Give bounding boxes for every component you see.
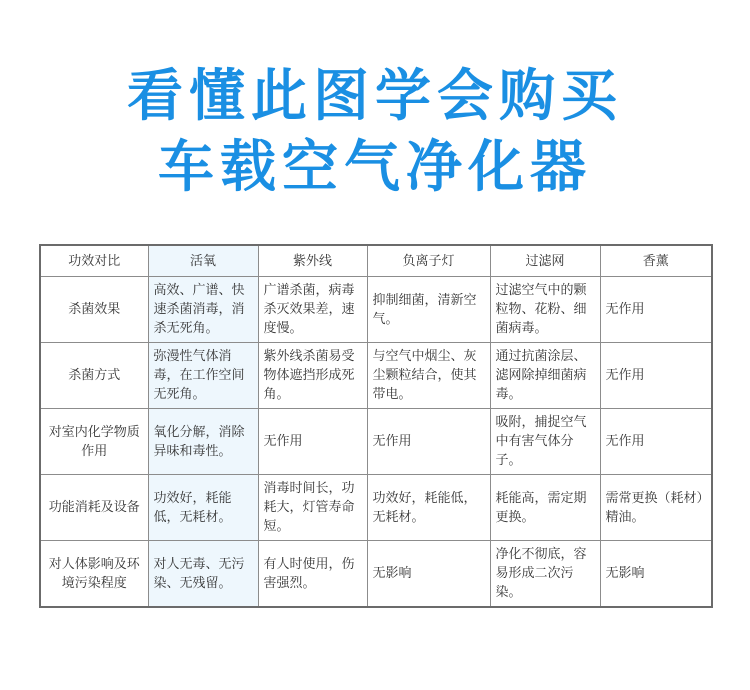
row-label: 对人体影响及环境污染程度 [40,541,148,608]
table-cell: 过滤空气中的颗粒物、花粉、细菌病毒。 [490,277,600,343]
header-cell-comparison: 功效对比 [40,245,148,277]
header-cell-negative-ion-lamp: 负离子灯 [367,245,490,277]
table-row [40,343,712,409]
header-cell-active-oxygen: 活氧 [148,245,258,277]
table-cell: 无作用 [367,409,490,475]
comparison-table [39,244,713,608]
table-header-row [40,245,712,277]
table-row [40,541,712,608]
table-cell: 耗能高，需定期更换。 [490,475,600,541]
row-label: 杀菌方式 [40,343,148,409]
table-cell: 通过抗菌涂层、滤网除掉细菌病毒。 [490,343,600,409]
table-row [40,475,712,541]
row-label: 杀菌效果 [40,277,148,343]
table-cell: 吸附，捕捉空气中有害气体分子。 [490,409,600,475]
table-cell: 对人无毒、无污染、无残留。 [148,541,258,608]
table-cell: 无影响 [600,541,712,608]
table-cell: 与空气中烟尘、灰尘颗粒结合，使其带电。 [367,343,490,409]
table-cell: 无作用 [600,343,712,409]
table-cell: 无影响 [367,541,490,608]
table-cell: 紫外线杀菌易受物体遮挡形成死角。 [258,343,367,409]
table-cell: 功效好，耗能低，无耗材。 [148,475,258,541]
table-cell: 无作用 [600,409,712,475]
page-title-line-2: 车载空气净化器 [158,135,592,200]
table-cell: 无作用 [600,277,712,343]
table-cell: 消毒时间长，功耗大，灯管寿命短。 [258,475,367,541]
table-cell: 需常更换（耗材）精油。 [600,475,712,541]
table-cell: 弥漫性气体消毒，在工作空间无死角。 [148,343,258,409]
table-cell: 广谱杀菌，病毒杀灭效果差，速度慢。 [258,277,367,343]
table-cell: 高效、广谱、快速杀菌消毒，消杀无死角。 [148,277,258,343]
table-cell: 抑制细菌，清新空气。 [367,277,490,343]
page-title-line-1: 看懂此图学会购买 [127,64,623,129]
table-cell: 功效好，耗能低，无耗材。 [367,475,490,541]
row-label: 功能消耗及设备 [40,475,148,541]
table-row [40,277,712,343]
table-cell: 净化不彻底，容易形成二次污染。 [490,541,600,608]
table-cell: 有人时使用，伤害强烈。 [258,541,367,608]
table-cell: 氧化分解，消除异味和毒性。 [148,409,258,475]
table-cell: 无作用 [258,409,367,475]
row-label: 对室内化学物质作用 [40,409,148,475]
header-cell-ultraviolet: 紫外线 [258,245,367,277]
header-cell-aroma: 香薰 [600,245,712,277]
header-cell-filter: 过滤网 [490,245,600,277]
table-row [40,409,712,475]
